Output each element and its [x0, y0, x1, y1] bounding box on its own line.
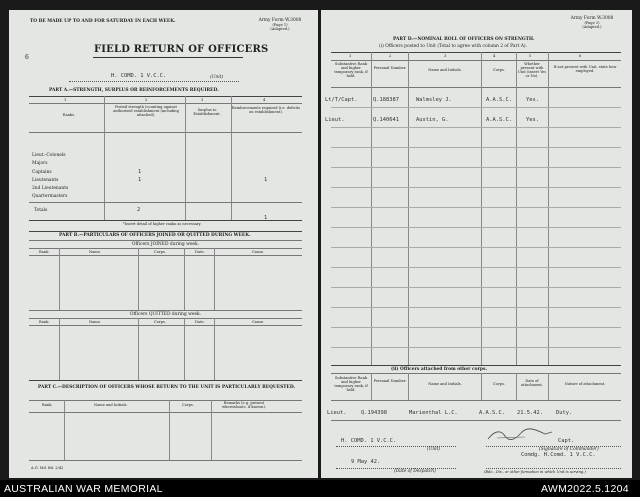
rank-quartermasters: Quartermasters: [32, 194, 68, 199]
part-c-title: PART C.—DESCRIPTION OF OFFICERS WHOSE RETURN TO THE UNIT IS PARTICULARLY REQUESTED.: [37, 385, 296, 390]
col-number: 1: [349, 54, 352, 58]
date-value: 9 May 42.: [351, 459, 381, 465]
attached-row-1-number: Q.194398: [361, 410, 387, 416]
posted-row-1-rank: Lt/T/Capt.: [325, 97, 358, 103]
joined-title: Officers JOINED during week.: [131, 242, 200, 247]
posted-captains: 1: [138, 169, 142, 175]
part-c-col-rank: Rank.: [42, 403, 53, 407]
quitted-title: Officers QUITTED during week.: [129, 312, 202, 317]
attached-row-1-date: 21.5.42.: [517, 410, 543, 416]
reinforcements-lieutenants: 1: [264, 177, 268, 183]
part-c-col-name: Name and Initials.: [94, 403, 128, 407]
posted-lieutenants: 1: [138, 177, 142, 183]
rank-lieut-colonels: Lieut.-Colonels: [32, 153, 66, 158]
army-form-adapted-right: (Adapted.): [582, 25, 602, 29]
rank-majors: Majors: [32, 161, 48, 166]
part-c-col-remarks: Remarks (e.g. present whereabouts, if known).: [221, 401, 267, 409]
date-label: (Date of Despatch): [394, 469, 436, 474]
posted-row-2-present: Yes.: [526, 117, 539, 123]
attached-col-rank: Substantive Rank and higher temporary rank, if held.: [334, 376, 368, 392]
rank-2nd-lieutenants: 2nd Lieutenants: [32, 186, 69, 191]
attached-row-1-name: Marienthal L.C.: [409, 410, 458, 416]
col-header-corps: Corps.: [493, 68, 505, 72]
part-a-footnote: *Insert detail of higher ranks as necessary.: [123, 222, 202, 226]
joined-col-name: Name.: [89, 250, 101, 254]
col-number: 3: [201, 98, 204, 102]
rank-captains: Captains: [32, 170, 52, 175]
col-header-number: Personal Number.: [373, 66, 407, 70]
army-form-label: [249, 18, 311, 31]
col-header-present: Whether present with Unit (insert Yes or No).: [517, 62, 547, 78]
footer-accession-number: AWM2022.5.1204: [541, 483, 629, 495]
right-unit-value: H. COMD. 1 V.C.C.: [341, 438, 397, 444]
attached-col-corps: Corps.: [493, 382, 505, 386]
quitted-col-rank: Rank.: [39, 320, 50, 324]
attached-col-number: Personal Number.: [373, 379, 407, 383]
section-ii-title: (ii) Officers attached from other corps.: [391, 367, 487, 372]
section-i-title: (i) Officers posted to Unit (Total to agree with column 2 of Part A).: [379, 44, 528, 49]
joined-col-date: Date.: [195, 250, 205, 254]
col-header-reinforcements: Reinforcements required (i.e. deficits on establishment).: [231, 106, 301, 114]
col-header-rank: Substantive Rank and higher temporary rank, if held.: [334, 62, 368, 78]
col-number: 4: [263, 98, 266, 102]
col-number: 2: [145, 98, 148, 102]
quitted-col-cause: Cause.: [252, 320, 265, 324]
joined-col-rank: Rank.: [39, 250, 50, 254]
col-header-surplus: Surplus to Establishment.: [193, 108, 221, 116]
posted-row-1-name: Walmsley J.: [416, 97, 452, 103]
right-page: [321, 10, 632, 478]
army-form-page-right: (Page 2): [584, 21, 600, 25]
header-note: TO BE MADE UP TO AND FOR SATURDAY IN EACH WEEK.: [30, 19, 176, 24]
quitted-col-corps: Corps.: [154, 320, 166, 324]
print-code: A.G. Mil. Bd. 2/42: [31, 466, 64, 470]
col-number: 3: [444, 54, 447, 58]
attached-col-name: Name and Initials.: [428, 382, 462, 386]
division-label: (Bde., Div., or other formation in which Unit is serving.): [484, 470, 586, 474]
posted-row-1-number: Q.188387: [373, 97, 399, 103]
signature-label: (Signature of Commander): [539, 447, 599, 452]
army-form-number-right: Army Form W.3008: [570, 16, 614, 21]
totals-label: Totals: [34, 208, 48, 213]
col-header-employed: If not present with Unit, state how employed.: [553, 65, 617, 73]
joined-col-cause: Cause.: [252, 250, 265, 254]
joined-col-corps: Corps.: [154, 250, 166, 254]
col-header-name: Name and Initials.: [428, 68, 462, 72]
posted-row-2-corps: A.A.S.C.: [486, 117, 512, 123]
totals-posted: 2: [137, 207, 141, 213]
part-a-title: PART A.—STRENGTH, SURPLUS OR REINFORCEMENTS REQUIRED.: [49, 88, 219, 93]
form-number: 6: [25, 54, 29, 61]
handwritten-signature: [485, 426, 555, 444]
posted-row-2-number: Q.140641: [373, 117, 399, 123]
part-c-col-corps: Corps.: [182, 403, 194, 407]
attached-col-nature: Nature of attachment.: [564, 382, 606, 386]
army-form-number: Army Form W.3008: [258, 18, 302, 23]
signature-value: Capt.: [558, 438, 575, 444]
col-header-posted: Posted strength (counting against authorised establishment (including attached).: [113, 105, 179, 117]
army-form-page: (Page 1): [272, 23, 288, 27]
col-header-ranks: Ranks.: [62, 113, 76, 117]
rank-lieutenants: Lieutenants: [32, 178, 59, 183]
posted-row-2-rank: Lieut.: [325, 117, 345, 123]
page-title: FIELD RETURN OF OFFICERS: [94, 44, 269, 55]
unit-label: (Unit): [210, 75, 224, 80]
unit-value: H. COMD. 1 V.C.C.: [111, 73, 167, 79]
army-form-adapted: (Adapted.): [270, 27, 290, 31]
part-b-title: PART B.—PARTICULARS OF OFFICERS JOINED OR QUITTED DURING WEEK.: [59, 233, 251, 238]
left-page: [9, 10, 318, 478]
quitted-col-date: Date.: [195, 320, 205, 324]
posted-row-2-name: Austin, G.: [416, 117, 449, 123]
attached-col-date: Date of attachment.: [521, 379, 543, 387]
col-number: 2: [389, 54, 392, 58]
col-number: 4: [493, 54, 496, 58]
attached-row-1-nature: Duty.: [556, 410, 573, 416]
attached-row-1-rank: Lieut.: [327, 410, 347, 416]
col-number: 6: [579, 54, 582, 58]
totals-reinforcements: 1: [264, 215, 268, 221]
posted-row-1-present: Yes.: [526, 97, 539, 103]
command-value: Comdg. H.Comd. 1 V.C.C.: [521, 452, 596, 458]
col-number: 1: [64, 98, 67, 102]
quitted-col-name: Name.: [89, 320, 101, 324]
army-form-label-right: [561, 16, 623, 29]
posted-row-1-corps: A.A.S.C.: [486, 97, 512, 103]
footer-institution: AUSTRALIAN WAR MEMORIAL: [4, 483, 163, 495]
col-number: 5: [529, 54, 532, 58]
attached-row-1-corps: A.A.S.C.: [479, 410, 505, 416]
right-unit-label: (Unit): [427, 447, 441, 452]
part-d-title: PART D.—NOMINAL ROLL OF OFFICERS ON STRENGTH.: [393, 37, 535, 42]
